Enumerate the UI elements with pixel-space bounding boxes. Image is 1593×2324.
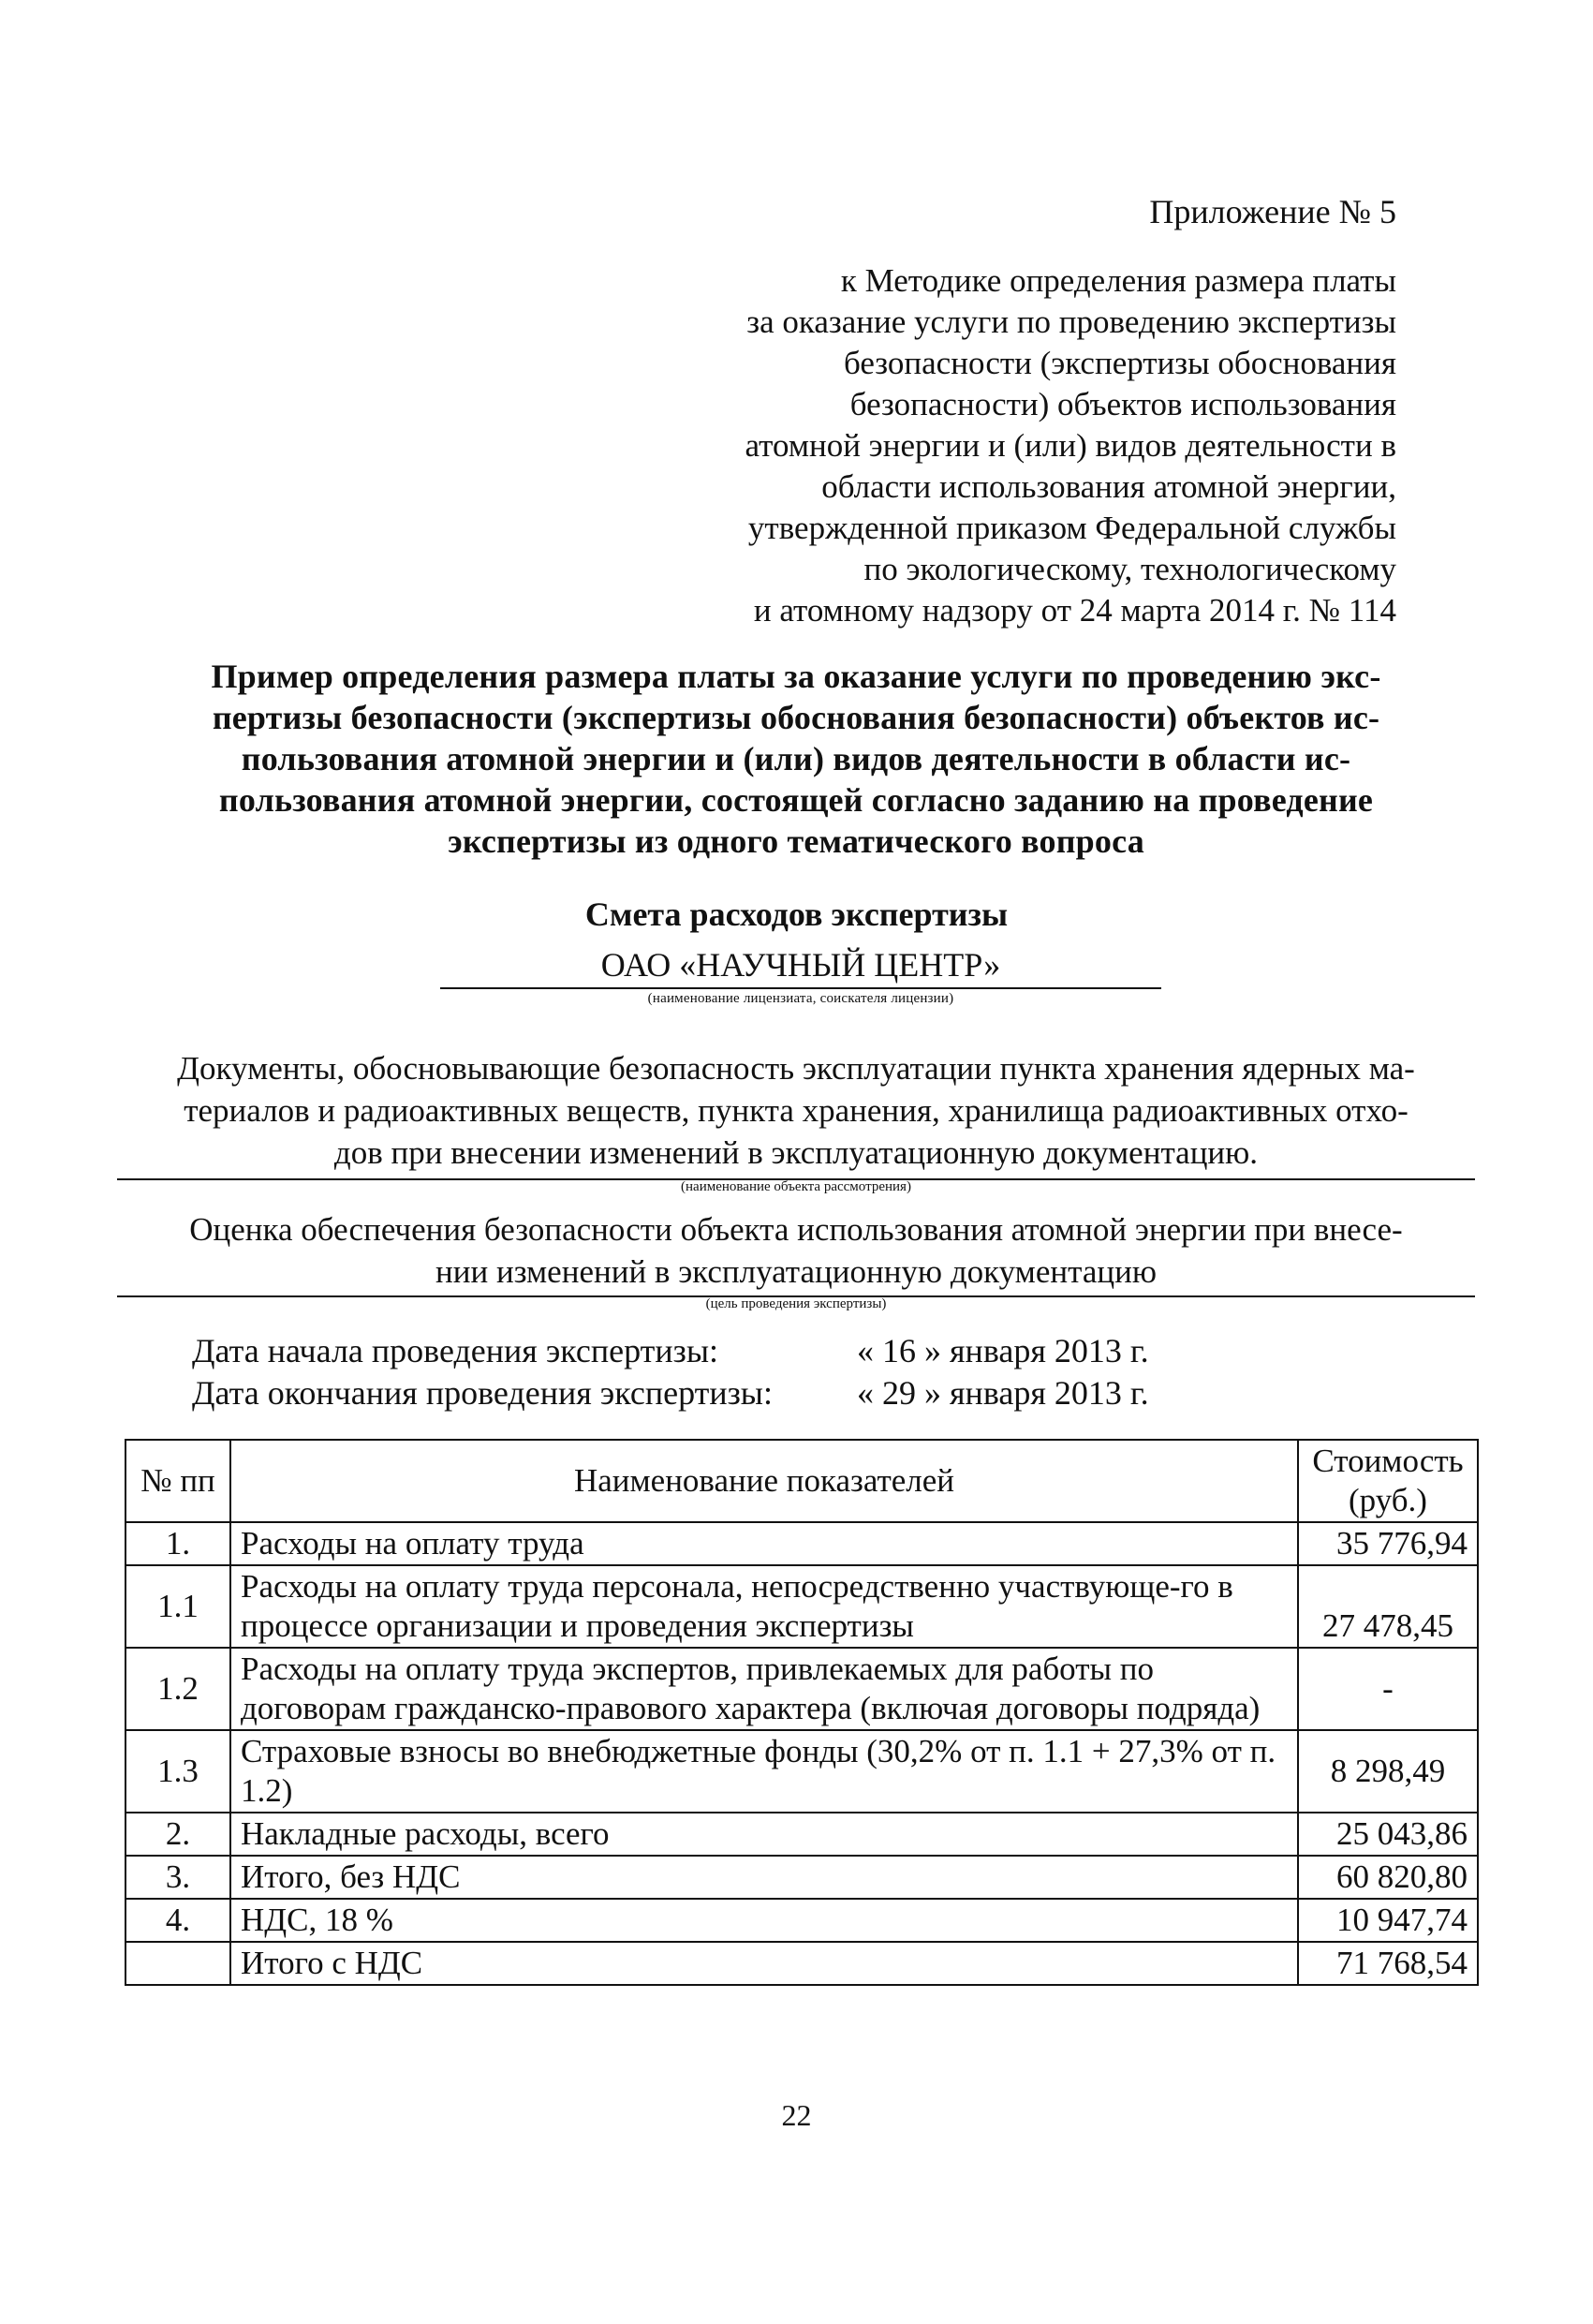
expertise-dates (192, 1330, 1149, 1414)
cost-table (125, 1439, 1479, 1986)
goal-line: Оценка обеспечения безопасности объекта использования атомной энергии при внесе- (189, 1211, 1403, 1248)
object-description (117, 1047, 1475, 1174)
table-row (125, 1565, 1478, 1648)
header-reference (553, 260, 1396, 631)
row-cost: 60 820,80 (1298, 1856, 1478, 1899)
row-name: Расходы на оплату труда экспертов, привлекаемых для работы по договорам гражданско-правового характера (включая договоры подряда) (230, 1648, 1298, 1730)
row-number: 1.2 (125, 1648, 230, 1730)
row-number: 2. (125, 1813, 230, 1856)
title-line: пертизы безопасности (экспертизы обоснования безопасности) объектов ис- (212, 699, 1380, 736)
title-line: экспертизы из одного тематического вопроса (448, 822, 1144, 860)
organization-caption: (наименование лицензиата, соискателя лицензии) (647, 991, 954, 1006)
header-line: безопасности) объектов использования (849, 386, 1396, 422)
start-date-value: « 16 » января 2013 г. (857, 1332, 1149, 1369)
row-name: Итого, без НДС (230, 1856, 1298, 1899)
end-date-label: Дата окончания проведения экспертизы: (192, 1374, 773, 1412)
goal-description (117, 1208, 1475, 1293)
header-line: по экологическому, технологическому (863, 551, 1396, 587)
row-number (125, 1942, 230, 1985)
row-cost: 25 043,86 (1298, 1813, 1478, 1856)
page-number: 22 (781, 2098, 812, 2132)
row-cost: 8 298,49 (1298, 1730, 1478, 1813)
header-line: к Методике определения размера платы (840, 262, 1396, 299)
row-cost: 10 947,74 (1298, 1899, 1478, 1942)
title-line: пользования атомной энергии, состоящей согласно заданию на проведение (218, 781, 1374, 819)
row-number: 1. (125, 1522, 230, 1565)
header-line: области использования атомной энергии, (821, 468, 1396, 505)
row-cost: 35 776,94 (1298, 1522, 1478, 1565)
table-row (125, 1730, 1478, 1813)
row-number: 4. (125, 1899, 230, 1942)
row-cost: 71 768,54 (1298, 1942, 1478, 1985)
header-cost: Стоимость (руб.) (1298, 1440, 1478, 1522)
end-date-row (192, 1372, 1149, 1414)
row-name: Итого с НДС (230, 1942, 1298, 1985)
object-line: Документы, обосновывающие безопасность эксплуатации пункта хранения ядерных ма- (177, 1050, 1415, 1087)
object-caption: (наименование объекта рассмотрения) (681, 1179, 911, 1194)
row-name: Накладные расходы, всего (230, 1813, 1298, 1856)
row-name: Страховые взносы во внебюджетные фонды (30,2% от п. 1.1 + 27,3% от п. 1.2) (230, 1730, 1298, 1813)
header-indicator: Наименование показателей (230, 1440, 1298, 1522)
title-line: Пример определения размера платы за оказание услуги по проведению экс- (211, 658, 1381, 695)
main-title (183, 656, 1409, 862)
header-line: и атомному надзору от 24 марта 2014 г. № 114 (753, 592, 1396, 629)
goal-line: нии изменений в эксплуатационную документацию (435, 1253, 1157, 1290)
title-line: пользования атомной энергии и (или) видов деятельности в области ис- (241, 740, 1351, 777)
table-row (125, 1813, 1478, 1856)
start-date-row (192, 1330, 1149, 1372)
row-number: 3. (125, 1856, 230, 1899)
header-number: № пп (125, 1440, 230, 1522)
row-cost: - (1298, 1648, 1478, 1730)
table-header-row (125, 1440, 1478, 1522)
table-row (125, 1522, 1478, 1565)
estimate-title: Смета расходов экспертизы (584, 896, 1009, 933)
object-line: дов при внесении изменений в эксплуатационную документацию. (333, 1134, 1259, 1171)
row-number: 1.1 (125, 1565, 230, 1648)
object-line: териалов и радиоактивных веществ, пункта хранения, хранилища радиоактивных отхо- (184, 1092, 1409, 1129)
row-name: Расходы на оплату труда (230, 1522, 1298, 1565)
row-name: НДС, 18 % (230, 1899, 1298, 1942)
row-number: 1.3 (125, 1730, 230, 1813)
row-cost: 27 478,45 (1298, 1565, 1478, 1648)
table-row (125, 1899, 1478, 1942)
header-line: утвержденной приказом Федеральной службы (747, 510, 1396, 546)
table-row (125, 1648, 1478, 1730)
end-date-value: « 29 » января 2013 г. (857, 1374, 1149, 1412)
header-line: за оказание услуги по проведению экспертизы (746, 303, 1396, 340)
start-date-label: Дата начала проведения экспертизы: (192, 1332, 719, 1369)
header-line: атомной энергии и (или) видов деятельности в (745, 427, 1396, 464)
organization-name: ОАО «НАУЧНЫЙ ЦЕНТР» (440, 944, 1161, 989)
table-row (125, 1856, 1478, 1899)
row-name: Расходы на оплату труда персонала, непосредственно участвующе-го в процессе организации и проведения экспертизы (230, 1565, 1298, 1648)
goal-caption: (цель проведения экспертизы) (705, 1296, 887, 1311)
appendix-label: Приложение № 5 (1149, 193, 1396, 230)
header-line: безопасности (экспертизы обоснования (843, 345, 1396, 381)
table-row (125, 1942, 1478, 1985)
